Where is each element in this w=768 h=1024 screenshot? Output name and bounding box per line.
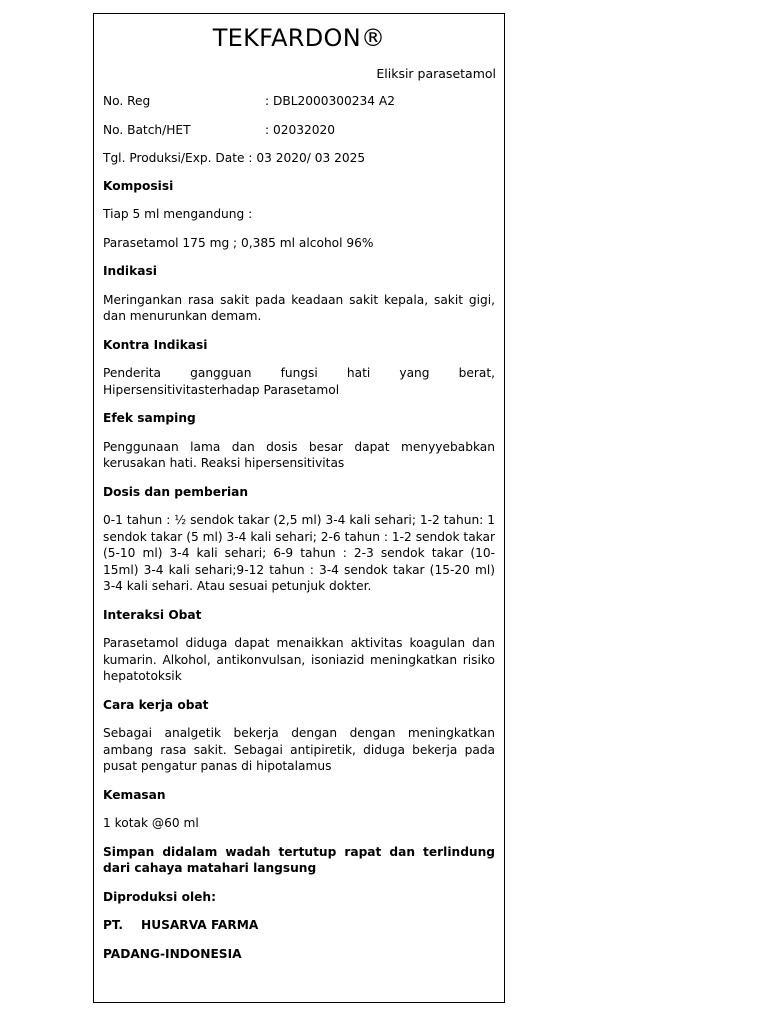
product-title: TEKFARDON® [212,24,386,52]
indikasi-text: Meringankan rasa sakit pada keadaan sakit kepala, sakit gigi, dan menurunkan demam. [103,292,495,323]
heading-cara-kerja: Cara kerja obat [103,697,209,712]
manufacturer-name [103,917,495,934]
info-value: : 02032020 [265,122,336,137]
info-value: : DBL2000300234 A2 [265,94,396,108]
product-subtitle: Eliksir parasetamol [376,66,496,81]
heading-kontra-indikasi: Kontra Indikasi [103,337,208,352]
company-name: HUSARVA FARMA [141,918,259,932]
heading-dosis: Dosis dan pemberian [103,484,249,499]
kemasan-text: 1 kotak @60 ml [103,816,199,830]
heading-indikasi: Indikasi [103,264,157,278]
heading-interaksi: Interaksi Obat [103,607,202,622]
kontra-indikasi-text: Penderita gangguan fungsi hati yang berat, Hipersensitivitasterhadap Parasetamol [103,366,495,397]
info-key: No. Batch/HET [103,122,191,137]
manufacturer-city: PADANG-INDONESIA [103,946,242,961]
company-prefix: PT. [103,918,124,932]
heading-kemasan: Kemasan [103,787,166,802]
production-expiry-date: Tgl. Produksi/Exp. Date : 03 2020/ 03 2025 [103,151,366,165]
medicine-label [93,13,505,1003]
komposisi-line-1: Tiap 5 ml mengandung : [103,207,253,221]
label-content [103,93,495,974]
info-key: No. Reg [103,94,151,108]
efek-samping-text: Penggunaan lama dan dosis besar dapat menyyebabkan kerusakan hati. Reaksi hipersensitivitas [103,439,495,470]
storage-instruction: Simpan didalam wadah tertutup rapat dan terlindung dari cahaya matahari langsung [103,844,495,875]
produced-by-label: Diproduksi oleh: [103,889,216,904]
info-row-batch [103,122,495,139]
heading-efek-samping: Efek samping [103,411,196,425]
dosis-text: 0-1 tahun : ½ sendok takar (2,5 ml) 3-4 kali sehari; 1-2 tahun: 1 sendok takar (5 ml) 3-4 kali sehari; 2-6 tahun : 1-2 sendok takar (5-10 ml) 3-4 kali sehari; 6-9 tahun : 2-3 sendok takar (10-15ml) 3-4 kali sehari;9-12 tahun : 3-4 sendok takar (15-20 ml) 3-4 kali sehari. Atau sesuai petunjuk dokter. [103,513,495,593]
interaksi-text: Parasetamol diduga dapat menaikkan aktivitas koagulan dan kumarin. Alkohol, antikonvulsan, isoniazid meningkatkan risiko hepatotoksik [103,636,495,683]
cara-kerja-text: Sebagai analgetik bekerja dengan dengan meningkatkan ambang rasa sakit. Sebagai antipiretik, diduga bekerja pada pusat pengatur panas di hipotalamus [103,726,495,773]
info-row-reg [103,93,495,110]
komposisi-line-2: Parasetamol 175 mg ; 0,385 ml alcohol 96% [103,235,374,250]
heading-komposisi: Komposisi [103,178,174,193]
